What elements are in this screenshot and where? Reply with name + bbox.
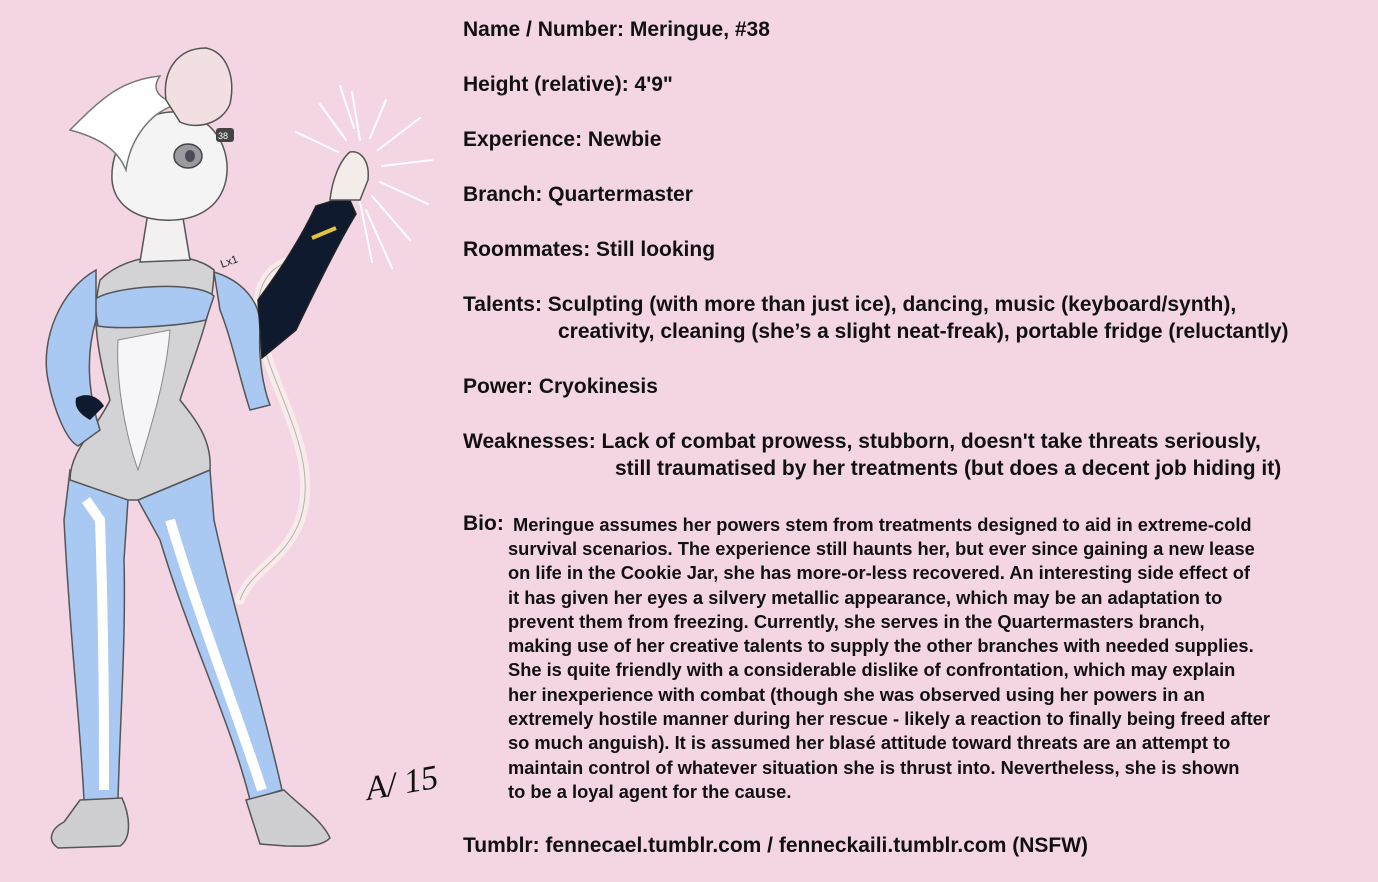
character-illustration: [0, 0, 450, 882]
power: Power: Cryokinesis: [463, 375, 658, 398]
top: [94, 286, 214, 327]
experience: Experience: Newbie: [463, 128, 662, 151]
raised-hand: [330, 152, 368, 200]
height: Height (relative): 4'9": [463, 73, 673, 96]
arm-mark: Lx1: [218, 253, 240, 271]
talents-line-2: creativity, cleaning (she’s a slight neat-freak), portable fridge (reluctantly): [558, 320, 1289, 343]
weaknesses-line-1: Weaknesses: Lack of combat prowess, stubborn, doesn't take threats seriously,: [463, 430, 1261, 453]
ear: [165, 48, 231, 125]
roommates: Roommates: Still looking: [463, 238, 716, 261]
ear-tag-text: 38: [218, 131, 229, 141]
branch: Branch: Quartermaster: [463, 183, 693, 206]
talents-line-1: Talents: Sculpting (with more than just ice), dancing, music (keyboard/synth),: [463, 293, 1237, 316]
left-sleeve: [46, 270, 100, 446]
bio-text: survival scenarios. The experience still haunts her, but ever since gaining a new lease on life in the Cookie Jar, she has more-or-less recovered. An interesting side effect of it has given her eyes a silvery metallic appearance, which may be an adaptation to prevent them from freezing. Currently, she serves in the Quartermasters branch, making use of her creative talents to supply the other branches with needed supplies. She is quite friendly with a considerable dislike of confrontation, which may explain her inexperience with combat (though she was observed using her powers in an extremely hostile manner during her rescue - likely a reaction to finally being freed after so much anguish). It is assumed her blasé attitude toward threats are an attempt to maintain control of whatever situation she is thrust into. Nevertheless, she is shown to be a loyal agent for the cause.: [508, 538, 1270, 802]
right-foot: [246, 790, 330, 846]
name-number: Name / Number: Meringue, #38: [463, 18, 770, 41]
bio-first-line: Meringue assumes her powers stem from treatments designed to aid in extreme-cold: [513, 514, 1252, 535]
tumblr-links: Tumblr: fennecael.tumblr.com / fenneckaili.tumblr.com (NSFW): [463, 834, 1089, 857]
bio-label: Bio:: [463, 512, 504, 535]
left-foot: [51, 798, 128, 848]
signature: A/ 15: [362, 758, 442, 808]
weaknesses-line-2: still traumatised by her treatments (but does a decent job hiding it): [615, 457, 1282, 480]
